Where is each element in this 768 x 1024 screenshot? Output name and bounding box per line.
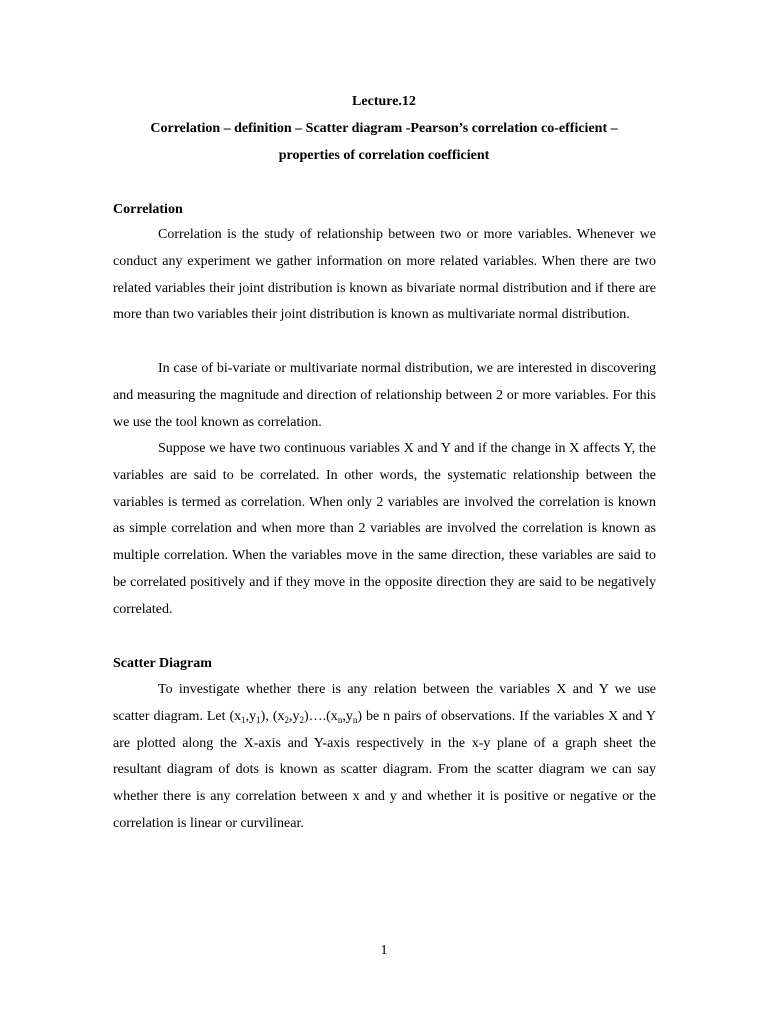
scatter-text-d: ,y: [288, 708, 300, 724]
section-heading-scatter-diagram: Scatter Diagram: [113, 656, 212, 671]
subscript-x1: 1: [241, 714, 246, 725]
lecture-number: Lecture.12: [352, 94, 416, 109]
lecture-title-line-2: properties of correlation coefficient: [278, 148, 490, 163]
correlation-paragraph-3: Suppose we have two continuous variables X and Y and if the change in X affects Y, the variables are said to be correlated. In other words, the systematic relationship between the variables is termed as correlation. When only 2 variables are involved the correlation is known as simple correlation and when more than 2 variables are involved the correlation is known as multiple correlation. When the variables move in the same direction, these variables are said to be correlated positively and if they move in the opposite direction they are said to be negatively correlated.: [113, 441, 656, 617]
page-number: 1: [380, 943, 388, 958]
section-heading-correlation: Correlation: [113, 202, 183, 217]
scatter-text-b: ,y: [245, 708, 257, 724]
scatter-text-a: To investigate whether there is any relation between the variables X and Y we use scatter diagram. Let (x: [113, 682, 656, 724]
subscript-x2: 2: [284, 714, 289, 725]
subscript-yn: n: [352, 714, 358, 725]
subscript-xn: n: [337, 714, 343, 725]
correlation-paragraph-2: In case of bi-variate or multivariate normal distribution, we are interested in discovering and measuring the magnitude and direction of relationship between 2 or more variables. For this we use the tool known as correlation.: [113, 361, 656, 430]
lecture-title-line-1: Correlation – definition – Scatter diagram -Pearson’s correlation co-efficient –: [150, 121, 618, 136]
scatter-text-f: ,y: [342, 708, 353, 724]
scatter-text-g: ) be n pairs of observations. If the variables X and Y are plotted along the X-axis and Y-axis respectively in the x-y plane of a graph sheet the resultant diagram of dots is known as scatter diagram. From the scatter diagram we can say whether there is any correlation between x and y and whether it is positive or negative or the correlation is linear or curvilinear.: [113, 708, 656, 831]
scatter-paragraph-1: [113, 677, 656, 838]
subscript-y1: 1: [256, 714, 261, 725]
scatter-text-c: ), (x: [260, 708, 285, 724]
subscript-y2: 2: [299, 714, 304, 725]
correlation-paragraph-1: Correlation is the study of relationship between two or more variables. Whenever we conduct any experiment we gather information on more related variables. When there are two related variables their joint distribution is known as bivariate normal distribution and if there are more than two variables their joint distribution is known as multivariate normal distribution.: [113, 227, 656, 323]
scatter-text-e: )….(x: [303, 708, 338, 724]
